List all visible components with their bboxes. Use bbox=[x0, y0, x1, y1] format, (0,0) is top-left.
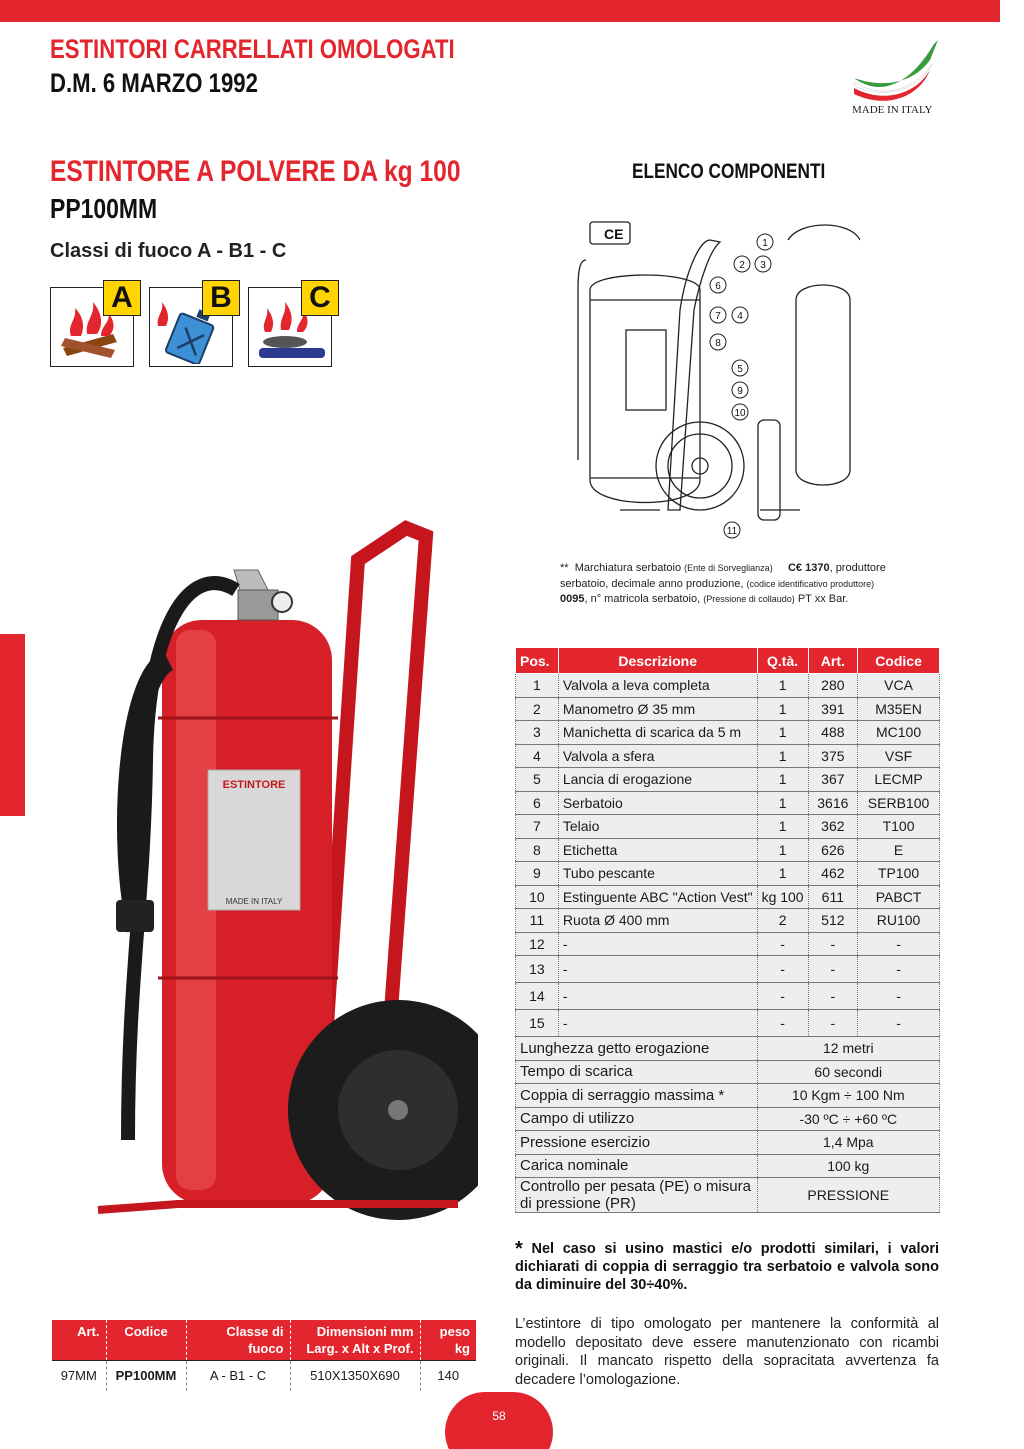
svg-text:4: 4 bbox=[737, 311, 743, 322]
callout-5 bbox=[732, 360, 748, 376]
table-row: 13 - - - - bbox=[516, 956, 940, 983]
fire-class-c: C bbox=[248, 287, 332, 367]
callout-1 bbox=[757, 234, 773, 250]
components-diagram bbox=[560, 210, 860, 540]
spec-row: Controllo per pesata (PE) o misura di pressione (PR) PRESSIONE bbox=[516, 1178, 940, 1213]
table-row: 12 - - - - bbox=[516, 932, 940, 956]
product-title: ESTINTORE A POLVERE DA kg 100 bbox=[50, 155, 461, 188]
table-row: 1 Valvola a leva completa 1 280 VCA bbox=[516, 674, 940, 698]
side-red-tab bbox=[0, 634, 25, 816]
top-red-bar bbox=[0, 0, 1000, 22]
table-row: 11 Ruota Ø 400 mm 2 512 RU100 bbox=[516, 909, 940, 933]
spec-row: Campo di utilizzo -30 ºC ÷ +60 ºC bbox=[516, 1107, 940, 1131]
table-row: 3 Manichetta di scarica da 5 m 1 488 MC100 bbox=[516, 721, 940, 745]
callout-9 bbox=[732, 382, 748, 398]
product-code: PP100MM bbox=[50, 193, 158, 224]
callout-3 bbox=[755, 256, 771, 272]
svg-text:2: 2 bbox=[739, 260, 745, 271]
svg-text:5: 5 bbox=[737, 364, 743, 375]
callout-11 bbox=[724, 522, 740, 538]
components-table-header: Pos. Descrizione Q.tà. Art. Codice bbox=[516, 648, 940, 674]
maintenance-paragraph: L’estintore di tipo omologato per mantenere la conformità al modello depositato deve essere manutenzionato con ricambi originali. Il mancato rispetto della sopracitata avvertenza fa decadere l’omologazione. bbox=[515, 1316, 939, 1388]
table-row: 14 - - - - bbox=[516, 983, 940, 1010]
label-made-in-italy: MADE IN ITALY bbox=[225, 897, 283, 906]
spec-row: Tempo di scarica 60 secondi bbox=[516, 1060, 940, 1084]
callout-10 bbox=[732, 404, 748, 420]
fire-class-a: A bbox=[50, 287, 134, 367]
svg-text:1: 1 bbox=[762, 238, 768, 249]
table-row: 8 Etichetta 1 626 E bbox=[516, 838, 940, 862]
product-summary-table bbox=[52, 1320, 476, 1391]
table-row: 2 Manometro Ø 35 mm 1 391 M35EN bbox=[516, 697, 940, 721]
svg-text:7: 7 bbox=[715, 311, 721, 322]
page-number: 58 bbox=[445, 1392, 553, 1449]
summary-header: Art. Codice Classe di fuoco Dimensioni mm Larg. x Alt x Prof. peso kg bbox=[52, 1320, 476, 1361]
header-title: ESTINTORI CARRELLATI OMOLOGATI bbox=[50, 34, 455, 64]
callout-2 bbox=[734, 256, 750, 272]
components-title: ELENCO COMPONENTI bbox=[632, 160, 826, 183]
spec-row: Pressione esercizio 1,4 Mpa bbox=[516, 1131, 940, 1155]
spec-row: Carica nominale 100 kg bbox=[516, 1154, 940, 1178]
fire-classes-label: Classi di fuoco A - B1 - C bbox=[50, 240, 287, 262]
components-table bbox=[515, 647, 940, 1213]
svg-text:6: 6 bbox=[715, 281, 721, 292]
table-row: 6 Serbatoio 1 3616 SERB100 bbox=[516, 791, 940, 815]
table-row: 10 Estinguente ABC "Action Vest" kg 100 611 PABCT bbox=[516, 885, 940, 909]
made-in-italy-text: MADE IN ITALY bbox=[852, 104, 933, 116]
label-estintore: ESTINTORE bbox=[222, 779, 286, 791]
table-row: 15 - - - - bbox=[516, 1010, 940, 1037]
callout-7 bbox=[710, 307, 726, 323]
ce-mark: CE bbox=[604, 226, 624, 242]
table-row: 5 Lancia di erogazione 1 367 LECMP bbox=[516, 768, 940, 792]
spec-row: Coppia di serraggio massima * 10 Kgm ÷ 100 Nm bbox=[516, 1084, 940, 1108]
extinguisher-photo bbox=[58, 520, 478, 1220]
callout-6 bbox=[710, 277, 726, 293]
svg-text:11: 11 bbox=[726, 526, 738, 537]
table-row: 4 Valvola a sfera 1 375 VSF bbox=[516, 744, 940, 768]
svg-text:3: 3 bbox=[760, 260, 766, 271]
torque-note: * Nel caso si usino mastici e/o prodotti similari, i valori dichiarati di coppia di serraggio tra serbatoio e valvola sono da diminuire del 30÷40%. bbox=[515, 1238, 940, 1293]
fire-class-b: B bbox=[149, 287, 233, 367]
svg-text:9: 9 bbox=[737, 386, 743, 397]
tank-marking-note: ** Marchiatura serbatoio (Ente di Sorveglianza) C€ 1370, produttore serbatoio, decimale anno produzione, (codice identificativo produttore) 0095, n° matricola serbatoio, (Pressione di collaudo) PT xx Bar. bbox=[560, 562, 886, 605]
callout-4 bbox=[732, 307, 748, 323]
summary-row: 97MM PP100MM A - B1 - C 510X1350X690 140 bbox=[52, 1361, 476, 1391]
header-subtitle: D.M. 6 MARZO 1992 bbox=[50, 68, 258, 98]
table-row: 7 Telaio 1 362 T100 bbox=[516, 815, 940, 839]
spec-row: Lunghezza getto erogazione 12 metri bbox=[516, 1037, 940, 1061]
table-row: 9 Tubo pescante 1 462 TP100 bbox=[516, 862, 940, 886]
svg-text:10: 10 bbox=[734, 408, 746, 419]
callout-8 bbox=[710, 334, 726, 350]
svg-text:8: 8 bbox=[715, 338, 721, 349]
